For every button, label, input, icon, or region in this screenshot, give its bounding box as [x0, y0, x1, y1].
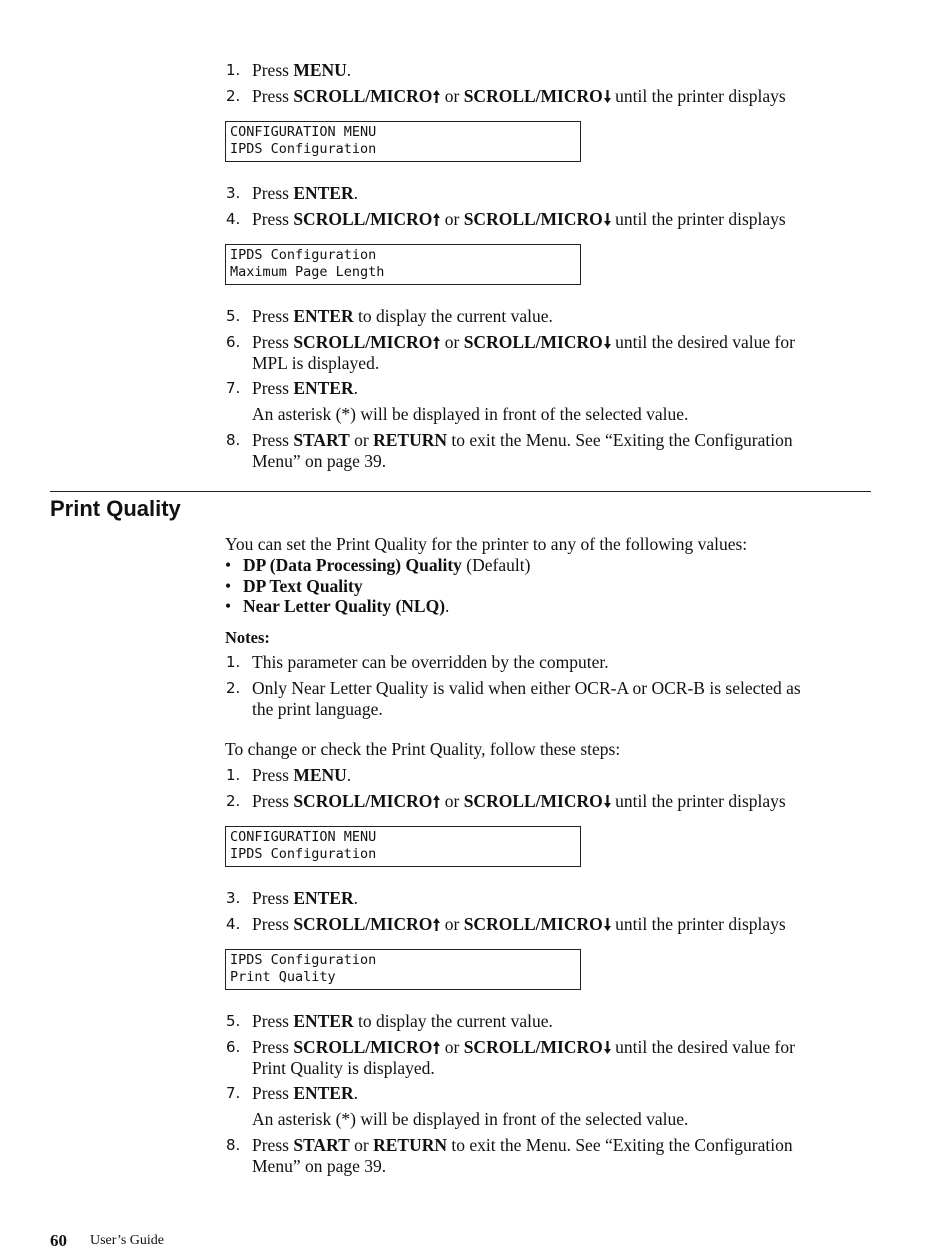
key-enter: ENTER [293, 1083, 354, 1103]
asterisk-note: An asterisk (*) will be displayed in front of the selected value. [252, 404, 689, 424]
step-text: MPL is displayed. [252, 353, 380, 373]
note-text: Only Near Letter Quality is valid when either OCR-A or OCR-B is selected as [252, 678, 801, 698]
step-text: . [353, 378, 358, 398]
printer-display [225, 826, 581, 867]
key-enter: ENTER [293, 183, 354, 203]
step-number: 3. [226, 184, 241, 202]
step-number: 7. [226, 379, 241, 397]
arrow-down-icon [604, 90, 611, 103]
step-text: . [346, 60, 352, 80]
step-text: to display the current value. [353, 306, 553, 326]
step-number: 8. [226, 431, 241, 449]
printer-display [225, 244, 581, 285]
display-line-1: CONFIGURATION MENU [230, 124, 377, 140]
key-menu: MENU [293, 765, 347, 785]
step-number: 1. [226, 766, 241, 784]
key-scroll-micro-up: SCROLL/MICRO [293, 914, 433, 934]
step-text: . [346, 765, 352, 785]
step-number: 2. [226, 87, 241, 105]
bullet-glyph: • [225, 596, 232, 616]
step-text: Press [252, 86, 294, 106]
bullet-bold-text: Near Letter Quality (NLQ) [243, 596, 446, 616]
step-text: to display the current value. [353, 1011, 553, 1031]
display-line-2: IPDS Configuration [230, 846, 377, 862]
section-heading: Print Quality [50, 496, 181, 521]
step-text: until the desired value for [610, 1037, 795, 1057]
step-text: . [353, 888, 358, 908]
key-enter: ENTER [293, 1011, 354, 1031]
step-number: 3. [226, 889, 241, 907]
key-return: RETURN [373, 1135, 448, 1155]
step-number: 1. [226, 61, 241, 79]
step-text: Menu” on page 39. [252, 1156, 387, 1176]
printer-display [225, 121, 581, 162]
key-enter: ENTER [293, 306, 354, 326]
step-text: or [440, 332, 464, 352]
step-text: Menu” on page 39. [252, 451, 387, 471]
key-scroll-micro-down: SCROLL/MICRO [463, 1037, 603, 1057]
step-text: Press [252, 1135, 294, 1155]
step-text: or [440, 86, 464, 106]
key-enter: ENTER [293, 888, 354, 908]
note-number: 1. [226, 653, 241, 671]
arrow-down-icon [604, 336, 611, 349]
page-number: 60 [50, 1231, 67, 1250]
key-scroll-micro-up: SCROLL/MICRO [293, 791, 433, 811]
step-text: Press [252, 1011, 294, 1031]
key-scroll-micro-down: SCROLL/MICRO [463, 209, 603, 229]
display-line-2: Print Quality [230, 969, 336, 985]
step-text: or [440, 1037, 464, 1057]
step-text: Print Quality is displayed. [252, 1058, 435, 1078]
asterisk-note: An asterisk (*) will be displayed in front of the selected value. [252, 1109, 689, 1129]
key-menu: MENU [293, 60, 347, 80]
notes-label: Notes: [225, 628, 270, 647]
step-text: or [440, 914, 464, 934]
bullet-glyph: • [225, 555, 232, 575]
bullet-text: . [445, 596, 450, 616]
step-text: . [353, 1083, 358, 1103]
step-number: 4. [226, 915, 241, 933]
display-line-2: Maximum Page Length [230, 264, 385, 280]
key-scroll-micro-down: SCROLL/MICRO [463, 86, 603, 106]
step-text: Press [252, 765, 294, 785]
step-text: or [440, 791, 464, 811]
step-number: 2. [226, 792, 241, 810]
step-text: to exit the Menu. See “Exiting the Configuration [447, 430, 793, 450]
step-text: Press [252, 1083, 294, 1103]
note-text: This parameter can be overridden by the computer. [252, 652, 609, 672]
section-divider [50, 491, 871, 492]
arrow-down-icon [604, 795, 611, 808]
arrow-down-icon [604, 213, 611, 226]
step-text: Press [252, 60, 294, 80]
display-line-1: CONFIGURATION MENU [230, 829, 377, 845]
step-number: 5. [226, 1012, 241, 1030]
step-text: Press [252, 1037, 294, 1057]
step-text: until the printer displays [610, 209, 786, 229]
bullet-bold-text: DP Text Quality [243, 576, 363, 596]
key-start: START [293, 430, 350, 450]
step-number: 6. [226, 1038, 241, 1056]
step-number: 8. [226, 1136, 241, 1154]
arrow-down-icon [604, 918, 611, 931]
step-text: Press [252, 332, 294, 352]
step-text: until the desired value for [610, 332, 795, 352]
step-text: Press [252, 430, 294, 450]
printer-display [225, 949, 581, 990]
step-text: Press [252, 888, 294, 908]
step-number: 5. [226, 307, 241, 325]
key-scroll-micro-up: SCROLL/MICRO [293, 86, 433, 106]
note-number: 2. [226, 679, 241, 697]
step-text: . [353, 183, 358, 203]
step-text: Press [252, 306, 294, 326]
display-line-1: IPDS Configuration [230, 247, 377, 263]
key-scroll-micro-down: SCROLL/MICRO [463, 914, 603, 934]
key-return: RETURN [373, 430, 448, 450]
step-text: Press [252, 378, 294, 398]
intro-paragraph: You can set the Print Quality for the printer to any of the following values: [225, 534, 748, 554]
step-text: until the printer displays [610, 86, 786, 106]
step-text: until the printer displays [610, 914, 786, 934]
key-scroll-micro-up: SCROLL/MICRO [293, 332, 433, 352]
key-scroll-micro-down: SCROLL/MICRO [463, 332, 603, 352]
bullet-text: (Default) [461, 555, 531, 575]
step-text: Press [252, 914, 294, 934]
note-text: the print language. [252, 699, 383, 719]
step-number: 6. [226, 333, 241, 351]
step-number: 7. [226, 1084, 241, 1102]
bullet-glyph: • [225, 576, 232, 596]
key-start: START [293, 1135, 350, 1155]
step-number: 4. [226, 210, 241, 228]
step-text: or [440, 209, 464, 229]
key-scroll-micro-up: SCROLL/MICRO [293, 1037, 433, 1057]
arrow-down-icon [604, 1041, 611, 1054]
key-scroll-micro-down: SCROLL/MICRO [463, 791, 603, 811]
key-scroll-micro-up: SCROLL/MICRO [293, 209, 433, 229]
bullet-bold-text: DP (Data Processing) Quality [243, 555, 462, 575]
step-text: Press [252, 209, 294, 229]
footer-title: User’s Guide [90, 1233, 165, 1248]
step-text: Press [252, 183, 294, 203]
step-text: or [349, 430, 374, 450]
key-enter: ENTER [293, 378, 354, 398]
step-text: or [349, 1135, 374, 1155]
change-intro: To change or check the Print Quality, follow these steps: [225, 739, 621, 759]
display-line-1: IPDS Configuration [230, 952, 377, 968]
step-text: to exit the Menu. See “Exiting the Configuration [447, 1135, 793, 1155]
step-text: Press [252, 791, 294, 811]
step-text: until the printer displays [610, 791, 786, 811]
display-line-2: IPDS Configuration [230, 141, 377, 157]
